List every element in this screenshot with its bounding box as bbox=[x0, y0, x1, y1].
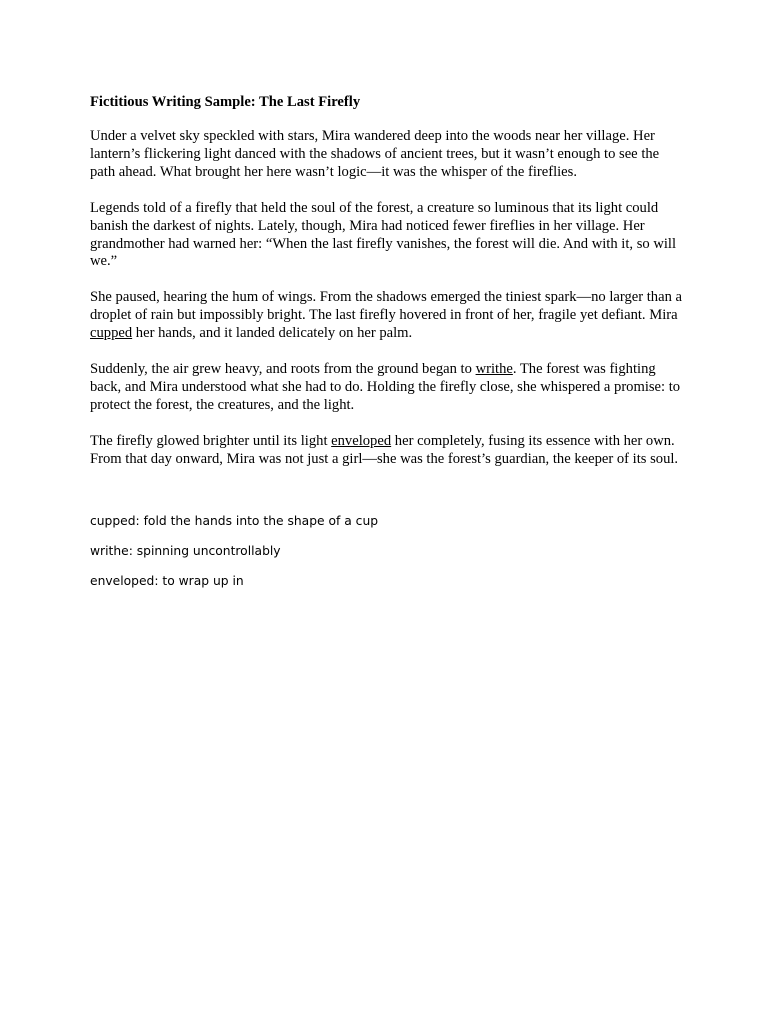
vocab-word: writhe bbox=[475, 361, 513, 378]
glossary-entry: cupped: fold the hands into the shape of a cup bbox=[90, 513, 379, 528]
story-paragraph bbox=[90, 200, 682, 272]
paragraph-text: She paused, hearing the hum of wings. From the shadows emerged the tiniest spark—no larger than a droplet of rain but impossibly bright. The last firefly hovered in front of her, fragile yet defiant. Mira bbox=[90, 289, 683, 324]
vocab-word: enveloped bbox=[331, 432, 392, 449]
paragraph-text: The firefly glowed brighter until its light bbox=[90, 432, 332, 449]
story-paragraph bbox=[90, 433, 682, 469]
paragraph-text: Legends told of a firefly that held the soul of the forest, a creature so luminous that its light could banish the darkest of nights. Lately, though, Mira had noticed fewer fireflies in her village. Her grandmother had warned her: “When the last firefly vanishes, the forest will die. And with it, so will we.” bbox=[90, 199, 677, 270]
story-paragraph bbox=[90, 361, 682, 415]
glossary-entry: enveloped: to wrap up in bbox=[90, 573, 244, 588]
story-paragraph bbox=[90, 128, 682, 182]
glossary bbox=[90, 513, 682, 590]
paragraph-text: Suddenly, the air grew heavy, and roots from the ground began to bbox=[90, 361, 476, 378]
document-title: Fictitious Writing Sample: The Last Firefly bbox=[90, 94, 361, 110]
document-page bbox=[90, 92, 682, 603]
glossary-entry: writhe: spinning uncontrollably bbox=[90, 543, 281, 558]
vocab-word: cupped bbox=[90, 325, 133, 342]
paragraph-text: Under a velvet sky speckled with stars, Mira wandered deep into the woods near her village. Her lantern’s flickering light danced with the shadows of ancient trees, but it wasn’t enough to see the path ahead. What brought her here wasn’t logic—it was the whisper of the fireflies. bbox=[90, 128, 660, 180]
paragraph-text: her hands, and it landed delicately on her palm. bbox=[132, 325, 413, 342]
paragraph-text: . The forest was fighting back, and Mira understood what she had to do. Holding the firefly close, she whispered a promise: to protect the forest, the creatures, and the light. bbox=[90, 361, 681, 413]
story-body bbox=[90, 128, 682, 469]
story-paragraph bbox=[90, 289, 682, 343]
paragraph-text: her completely, fusing its essence with her own. From that day onward, Mira was not just a girl—she was the forest’s guardian, the keeper of its soul. bbox=[90, 432, 679, 467]
